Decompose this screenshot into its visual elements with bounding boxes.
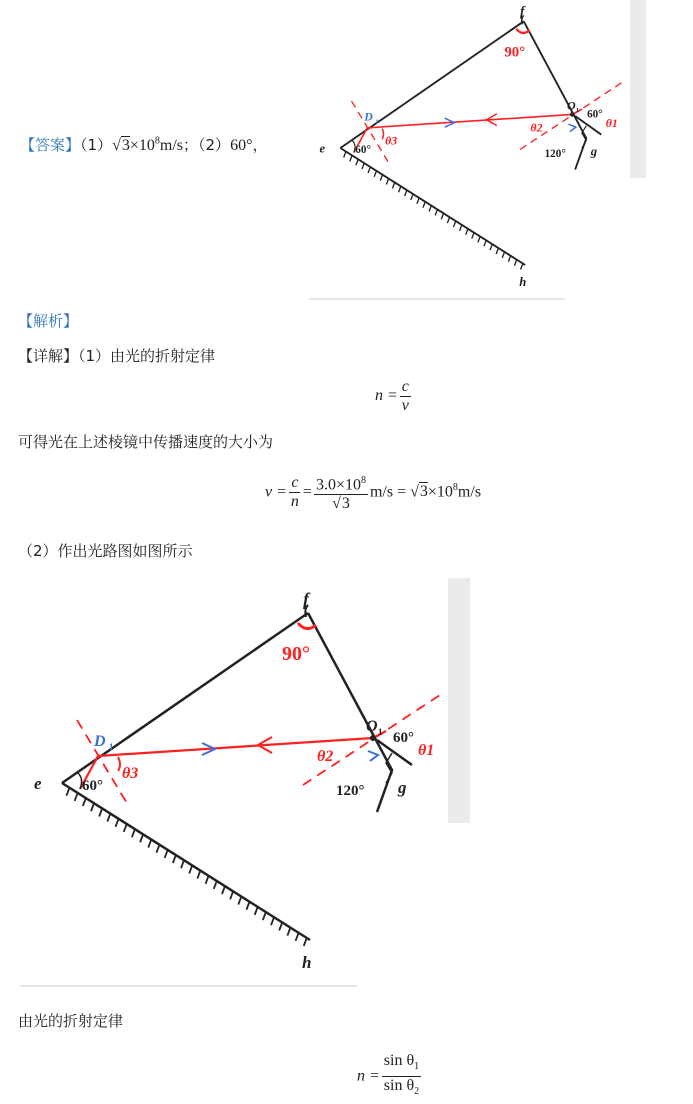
mirror-hatch: [75, 793, 78, 801]
mirror-hatch: [380, 175, 382, 181]
mirror-hatch: [287, 928, 290, 936]
mirror-hatch: [222, 886, 225, 894]
mirror-hatch: [368, 167, 370, 173]
detail-line2: 可得光在上述棱镜中传播速度的大小为: [18, 433, 274, 451]
mirror-hatch: [271, 917, 274, 925]
mirror-hatch: [124, 824, 127, 832]
mirror-hatch: [399, 186, 401, 192]
mirror-hatch: [502, 252, 504, 258]
mirror-hatch: [453, 221, 455, 227]
answer-label: 【答案】: [20, 136, 81, 154]
mirror-hatch: [356, 159, 358, 165]
mirror-hatch: [435, 209, 437, 215]
mirror-hatch: [148, 840, 151, 848]
mirror-eh: [340, 148, 525, 265]
label-h: h: [302, 953, 312, 972]
mirror-hatch: [246, 902, 249, 910]
label-f: f: [303, 589, 309, 609]
label-theta2: θ2: [530, 120, 543, 135]
mirror-hatch: [344, 152, 346, 158]
label-d1-sub: 1: [375, 118, 379, 126]
label-o1: O: [366, 718, 378, 735]
mirror-hatch: [362, 163, 364, 169]
label-o1-sub: 1: [575, 107, 580, 115]
mirror-hatch: [392, 182, 394, 188]
mirror-hatch: [490, 244, 492, 250]
mirror-hatch: [472, 233, 474, 239]
mirror-hatch: [255, 907, 258, 915]
label-theta2: θ2: [317, 748, 334, 765]
mirror-hatch: [405, 190, 407, 196]
mirror-hatch: [417, 198, 419, 204]
mirror-hatch: [165, 850, 168, 858]
mirror-hatch: [197, 871, 200, 879]
label-d1: D: [94, 733, 106, 750]
point-o1: [570, 112, 574, 116]
label-o1-sub: 1: [378, 727, 383, 737]
mirror-hatch: [214, 881, 217, 889]
part1-label: （1）: [80, 136, 113, 154]
label-angle-e: 60°: [355, 144, 371, 157]
mirror-hatch: [411, 194, 413, 200]
label-d1-sub: 1: [109, 742, 114, 752]
equation-v: v = $\frac{c}{n}$ = $\frac{3.0\times 10^8}{√3}$ $m/s = √3\times 10^8m/s$: [265, 472, 481, 513]
ray-arrow-o1: [568, 124, 575, 131]
answer-part2-value: 60°: [230, 137, 253, 154]
mirror-hatch: [466, 229, 468, 235]
label-theta3: θ3: [122, 765, 139, 782]
mirror-hatch: [423, 202, 425, 208]
detail-line3: （2）作出光路图如图所示: [18, 542, 193, 560]
theta3-arc: [382, 129, 383, 139]
label-angle-f: 90°: [504, 44, 526, 61]
label-angle-g: 120°: [544, 147, 566, 160]
separator: ；: [183, 136, 199, 154]
mirror-hatch: [460, 225, 462, 231]
label-f: f: [519, 3, 525, 19]
diagram-large: [20, 575, 480, 995]
comma: ，: [252, 136, 268, 154]
mirror-hatch: [386, 179, 388, 185]
mirror-hatch: [206, 876, 209, 884]
mirror-hatch: [99, 808, 102, 816]
theta3-arc: [118, 757, 120, 771]
label-theta1: θ1: [418, 742, 435, 759]
mirror-hatch: [66, 788, 69, 796]
mirror-hatch: [181, 860, 184, 868]
analysis-label: 【解析】: [18, 312, 79, 330]
mirror-hatch: [140, 834, 143, 842]
mirror-hatch: [83, 798, 86, 806]
label-theta3: θ3: [385, 133, 398, 148]
mirror-hatch: [441, 213, 443, 219]
mirror-hatch: [304, 938, 307, 946]
mirror-hatch: [107, 814, 110, 822]
ray-arrow-o1: [368, 751, 378, 761]
diagram-small: [309, 0, 652, 306]
equation-n-sin: n = $\frac{\sin \theta_1}{\sin \theta_2}$: [357, 1052, 420, 1098]
mirror-hatch: [156, 845, 159, 853]
label-theta1: θ1: [605, 116, 618, 131]
mirror-hatch: [189, 865, 192, 873]
label-g: g: [590, 144, 598, 159]
label-o1: O: [566, 98, 576, 113]
mirror-hatch: [521, 263, 523, 269]
label-angle-f: 90°: [282, 643, 310, 665]
mirror-hatch: [496, 248, 498, 254]
label-angle-e: 60°: [82, 778, 103, 794]
label-angle-g: 120°: [336, 783, 365, 799]
mirror-hatch: [514, 260, 516, 266]
mirror-hatch: [263, 912, 266, 920]
detail-label: 【详解】: [18, 347, 79, 365]
label-h: h: [519, 274, 527, 289]
mirror-hatch: [508, 256, 510, 262]
mirror-hatch: [132, 829, 135, 837]
mirror-hatch: [238, 897, 241, 905]
part2-label: （2）: [198, 136, 231, 154]
detail-line1: 【详解】（1）由光的折射定律: [18, 347, 216, 365]
mirror-hatch: [116, 819, 119, 827]
label-g: g: [398, 778, 407, 797]
detail-line4: 由光的折射定律: [18, 1012, 124, 1030]
answer-line: [20, 134, 267, 155]
mirror-eh: [62, 783, 310, 940]
mirror-hatch: [374, 171, 376, 177]
answer-part1-value: $√3\times 10^8m/s$: [112, 135, 183, 154]
label-e: e: [319, 141, 326, 156]
mirror-hatch: [350, 155, 352, 161]
label-angle-o1: 60°: [587, 108, 603, 121]
mirror-hatch: [296, 933, 299, 941]
label-angle-o1: 60°: [393, 730, 414, 746]
mirror-hatch: [484, 240, 486, 246]
equation-n-c-v: n = $\frac{c}{v}$: [375, 378, 409, 414]
mirror-hatch: [91, 803, 94, 811]
label-e: e: [34, 774, 42, 793]
mirror-hatch: [173, 855, 176, 863]
mirror-hatch: [230, 891, 233, 899]
mirror-hatch: [429, 206, 431, 212]
mirror-hatch: [447, 217, 449, 223]
point-o1: [370, 735, 376, 741]
mirror-hatch: [279, 922, 282, 930]
label-d1: D: [364, 109, 373, 124]
mirror-hatch: [478, 236, 480, 242]
